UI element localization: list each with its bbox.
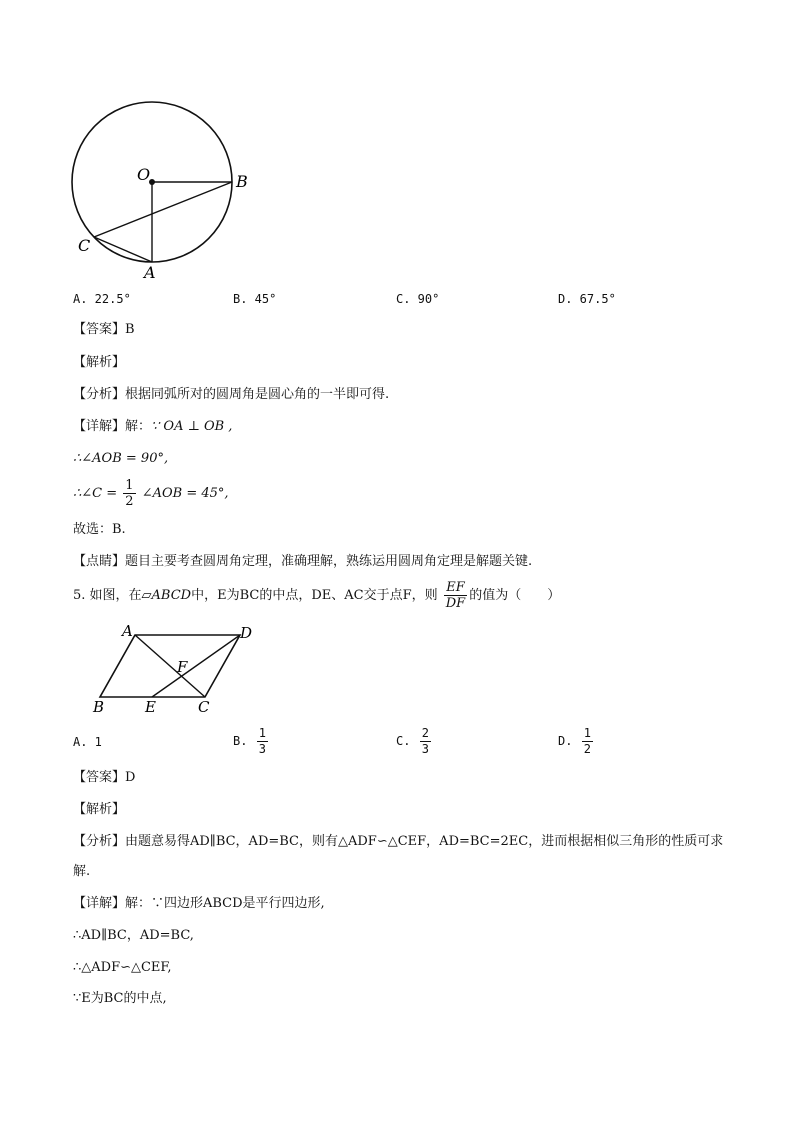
q5-step3: ∵E为BC的中点, [73,991,167,1006]
q5-option-c-fraction [420,726,431,757]
q5-answer: 【答案】D [73,770,136,785]
q5-stem-prefix: 5. 如图，在 [73,588,142,603]
q4-step2-num: 1 [125,478,134,493]
segment-CA [94,237,152,262]
q4-xiangjie-math: ∵ OA ⊥ OB , [151,419,233,434]
option-c: C. 90° [396,292,440,306]
q4-step2 [73,478,229,509]
label-F5: F [177,658,188,676]
label-D5: D [240,624,253,642]
q4-step2-suffix: ∠AOB = 45°, [141,486,229,501]
q5-option-c-den: 3 [421,742,429,756]
q5-option-c [396,722,433,760]
q5-option-b-fraction [257,726,268,757]
q4-xiangjie-prefix: 【详解】解： [73,419,152,434]
q4-step2-fraction [123,478,135,509]
q4-fenxi: 【分析】根据同弧所对的圆周角是圆心角的一半即可得. [73,387,390,402]
q5-stem [73,580,560,612]
label-C: C [78,236,91,255]
q5-step2: ∴△ADF∽△CEF, [73,960,172,975]
segment-DE [152,635,240,697]
q4-analysis-title: 【解析】 [73,355,126,370]
q5-option-b-num: 1 [258,726,266,740]
q5-step1: ∴AD∥BC，AD=BC, [73,928,194,943]
q4-step1: ∴∠AOB = 90°, [73,451,169,466]
segment-AC [135,635,205,697]
q5-fenxi-line2: 解. [73,864,91,879]
label-B: B [236,172,248,191]
label-A5: A [122,622,133,640]
option-a: A. 22.5° [73,292,131,306]
q5-option-b-prefix: B. [233,734,248,748]
q5-xiangjie: 【详解】解：∵四边形ABCD是平行四边形, [73,896,325,911]
q4-step2-den: 2 [125,494,134,509]
q5-fenxi-line1: 【分析】由题意易得AD∥BC，AD=BC，则有△ADF∽△CEF，AD=BC=2EC，进而根据相似三角形的性质可求 [73,834,724,849]
q5-option-d-den: 2 [583,742,591,756]
q5-option-c-prefix: C. [396,734,411,748]
q5-option-b-den: 3 [258,742,266,756]
option-d: D. 67.5° [558,292,616,306]
segment-CB [94,182,232,237]
q5-stem-fraction [444,580,467,611]
q5-analysis-title: 【解析】 [73,802,126,817]
label-B5: B [93,698,105,715]
q5-stem-num: EF [444,580,467,596]
option-b: B. 45° [233,292,277,306]
q4-answer: 【答案】B [73,322,135,337]
q4-dianjing: 【点睛】题目主要考查圆周角定理，准确理解，熟练运用圆周角定理是解题关键. [73,554,533,569]
q5-option-b [233,722,270,760]
q5-option-d-fraction [582,726,593,757]
q5-stem-den: DF [445,596,466,611]
q5-option-d-num: 1 [583,726,591,740]
label-O: O [137,165,151,184]
q5-option-d-prefix: D. [558,734,573,748]
q5-stem-middle: 中，E为BC的中点，DE、AC交于点F，则 [191,588,438,603]
q5-stem-parallelogram: ▱ABCD [141,588,192,603]
q4-xiangjie [73,419,232,435]
q4-step2-prefix: ∴∠C = [73,486,118,501]
q4-choose: 故选：B. [73,522,126,537]
circle-figure [60,90,260,285]
parallelogram-figure [85,620,260,715]
q5-option-a: A. 1 [73,735,102,749]
q5-option-c-num: 2 [421,726,429,740]
label-C5: C [198,698,210,715]
label-A: A [144,263,156,282]
q5-stem-suffix: 的值为（ ） [469,588,561,603]
label-E5: E [145,698,156,715]
q5-option-d [558,722,595,760]
